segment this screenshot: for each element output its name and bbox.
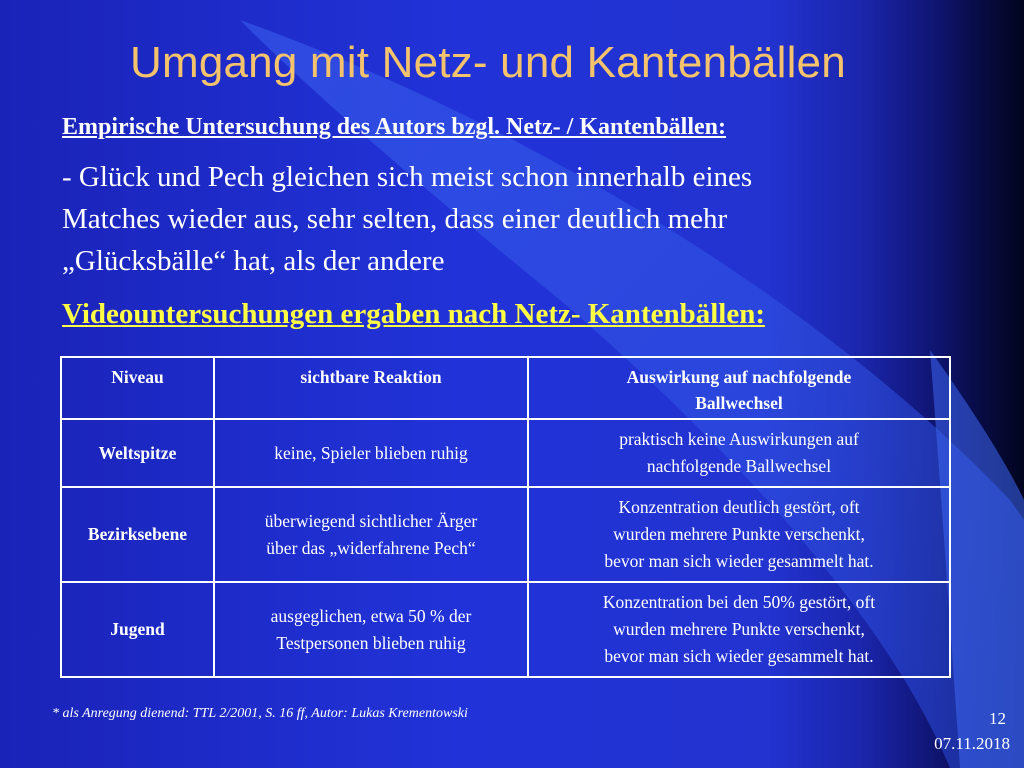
cell-line: Testpersonen blieben ruhig	[276, 632, 466, 653]
header-effect-line: Auswirkung auf nachfolgende	[626, 367, 852, 387]
cell-line: überwiegend sichtlicher Ärger	[264, 510, 478, 531]
reaction-cell	[214, 487, 528, 582]
cell-line: ausgeglichen, etwa 50 % der	[270, 605, 472, 626]
level-cell: Weltspitze	[61, 419, 214, 487]
reaction-cell	[214, 419, 528, 487]
cell-line: über das „widerfahrene Pech“	[266, 537, 476, 558]
header-reaction: sichtbare Reaktion	[214, 357, 528, 419]
cell-line: keine, Spieler blieben ruhig	[274, 442, 468, 463]
video-study-heading: Videountersuchungen ergaben nach Netz- Kantenbällen:	[62, 298, 765, 330]
findings-line: - Glück und Pech gleichen sich meist schon innerhalb eines	[62, 161, 753, 193]
cell-line: nachfolgende Ballwechsel	[646, 456, 832, 476]
table-row	[61, 487, 950, 582]
cell-line: wurden mehrere Punkte verschenkt,	[613, 619, 865, 639]
table-header-row	[61, 357, 950, 419]
findings-text	[62, 156, 902, 282]
effect-cell	[528, 487, 950, 582]
findings-line: „Glücksbälle“ hat, als der andere	[62, 245, 445, 277]
slide-title: Umgang mit Netz- und Kantenbällen	[130, 38, 846, 87]
header-niveau: Niveau	[61, 357, 214, 419]
table-row	[61, 582, 950, 677]
cell-line: wurden mehrere Punkte verschenkt,	[613, 524, 865, 544]
study-subtitle: Empirische Untersuchung des Autors bzgl. Netz- / Kantenbällen:	[62, 114, 727, 140]
header-effect	[528, 357, 950, 419]
header-effect-line: Ballwechsel	[695, 393, 783, 413]
level-cell: Jugend	[61, 582, 214, 677]
findings-line: Matches wieder aus, sehr selten, dass einer deutlich mehr	[62, 203, 728, 235]
cell-line: Konzentration deutlich gestört, oft	[618, 497, 860, 517]
page-number: 12	[989, 709, 1006, 728]
effect-cell	[528, 582, 950, 677]
cell-line: bevor man sich wieder gesammelt hat.	[604, 551, 874, 571]
effect-cell	[528, 419, 950, 487]
cell-line: praktisch keine Auswirkungen auf	[619, 429, 859, 449]
table-row	[61, 419, 950, 487]
source-footnote: * als Anregung dienend: TTL 2/2001, S. 16 ff, Autor: Lukas Krementowski	[52, 706, 468, 721]
reaction-table	[60, 356, 951, 678]
level-cell: Bezirksebene	[61, 487, 214, 582]
cell-line: bevor man sich wieder gesammelt hat.	[604, 646, 874, 666]
cell-line: Konzentration bei den 50% gestört, oft	[602, 592, 876, 612]
reaction-cell	[214, 582, 528, 677]
slide-date: 07.11.2018	[934, 734, 1010, 753]
